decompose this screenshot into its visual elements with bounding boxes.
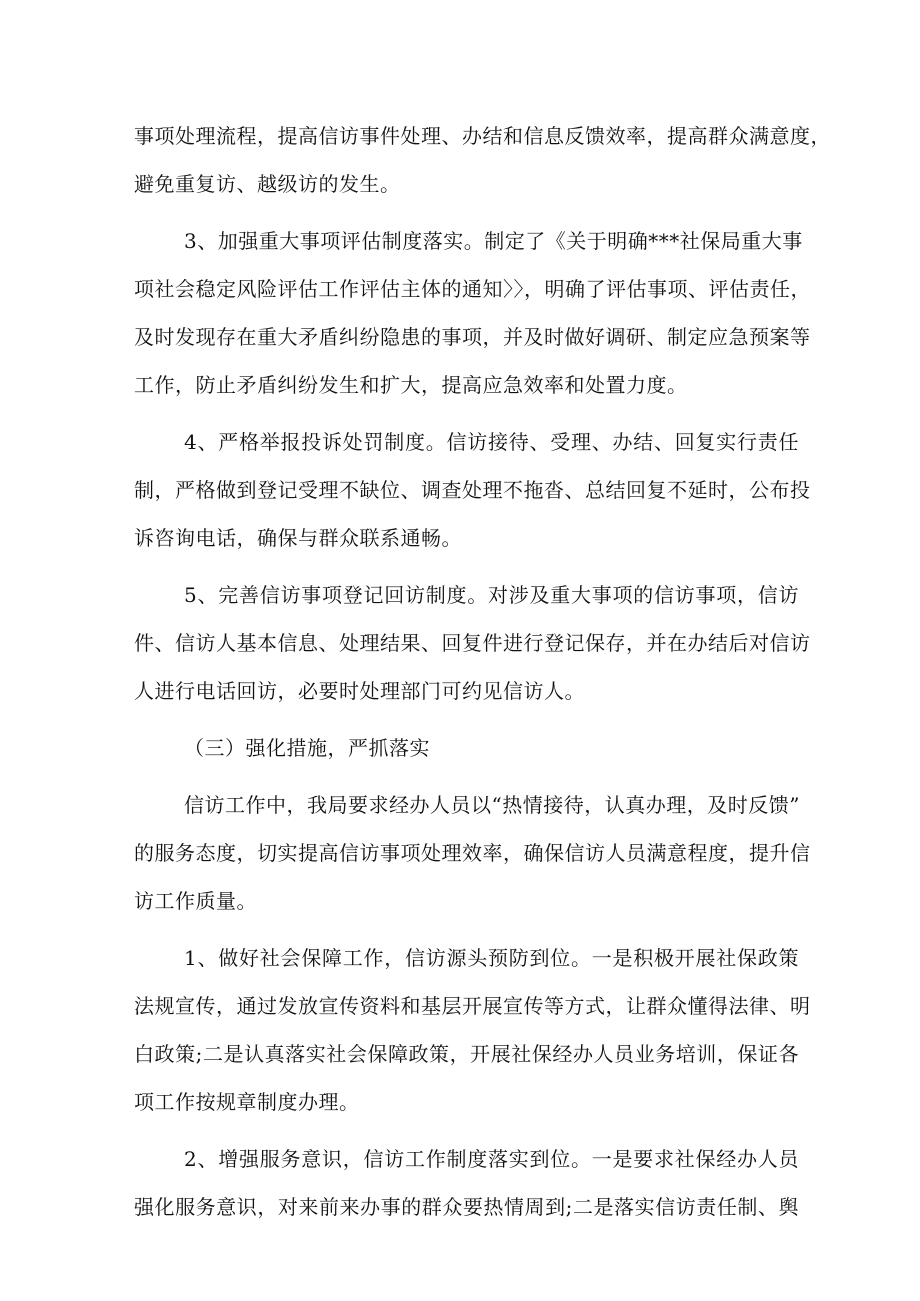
text-line: 5、完善信访事项登记回访制度。对涉及重大事项的信访事项，信访 xyxy=(184,583,799,607)
text-line: 1、做好社会保障工作，信访源头预防到位。一是积极开展社保政策 xyxy=(184,946,799,970)
paragraph-7 xyxy=(134,934,811,1126)
text-line: 访工作质量。 xyxy=(134,889,257,913)
document-body xyxy=(134,112,831,1231)
text-line: 4、严格举报投诉处罚制度。信访接待、受理、办结、回复实行责任 xyxy=(184,430,799,454)
text-line: 3、加强重大事项评估制度落实。制定了《关于明确***社保局重大事 xyxy=(184,229,803,253)
text-line: 工作，防止矛盾纠纷发生和扩大，提高应急效率和处置力度。 xyxy=(134,373,688,397)
text-line: 项社会稳定风险评估工作评估主体的通知〉〉，明确了评估事项、评估责任， xyxy=(134,277,811,301)
text-line: 制，严格做到登记受理不缺位、调查处理不拖沓、总结回复不延时，公布投 xyxy=(134,478,811,502)
text-line: 白政策;二是认真落实社会保障政策，开展社保经办人员业务培训，保证各 xyxy=(134,1042,799,1066)
text-line: 及时发现存在重大矛盾纠纷隐患的事项，并及时做好调研、制定应急预案等 xyxy=(134,325,811,349)
text-line: 人进行电话回访，必要时处理部门可约见信访人。 xyxy=(134,679,585,703)
text-line: 事项处理流程，提高信访事件处理、办结和信息反馈效率，提高群众满意度， xyxy=(134,124,831,148)
text-line: 避免重复访、越级访的发生。 xyxy=(134,172,401,196)
text-line: 的服务态度，切实提高信访事项处理效率，确保信访人员满意程度，提升信 xyxy=(134,841,811,865)
text-line: 2、增强服务意识，信访工作制度落实到位。一是要求社保经办人员 xyxy=(184,1147,799,1171)
text-line: 项工作按规章制度办理。 xyxy=(134,1090,360,1114)
paragraph-8 xyxy=(134,1135,799,1231)
text-line: 法规宣传，通过发放宣传资料和基层开展宣传等方式，让群众懂得法律、明 xyxy=(134,994,811,1018)
section-heading xyxy=(134,724,799,772)
text-line: 信访工作中，我局要求经办人员以“热情接待，认真办理，及时反馈” xyxy=(184,793,800,817)
paragraph-2 xyxy=(134,217,811,409)
text-line: 诉咨询电话，确保与群众联系通畅。 xyxy=(134,526,462,550)
section-heading-text: （三）强化措施，严抓落实 xyxy=(184,736,430,760)
paragraph-3 xyxy=(134,418,811,562)
paragraph-4 xyxy=(134,571,811,715)
text-line: 件、信访人基本信息、处理结果、回复件进行登记保存，并在办结后对信访 xyxy=(134,631,811,655)
paragraph-1 xyxy=(134,112,831,208)
paragraph-6 xyxy=(134,781,811,925)
text-line: 强化服务意识，对来前来办事的群众要热情周到;二是落实信访责任制、舆 xyxy=(134,1195,799,1219)
